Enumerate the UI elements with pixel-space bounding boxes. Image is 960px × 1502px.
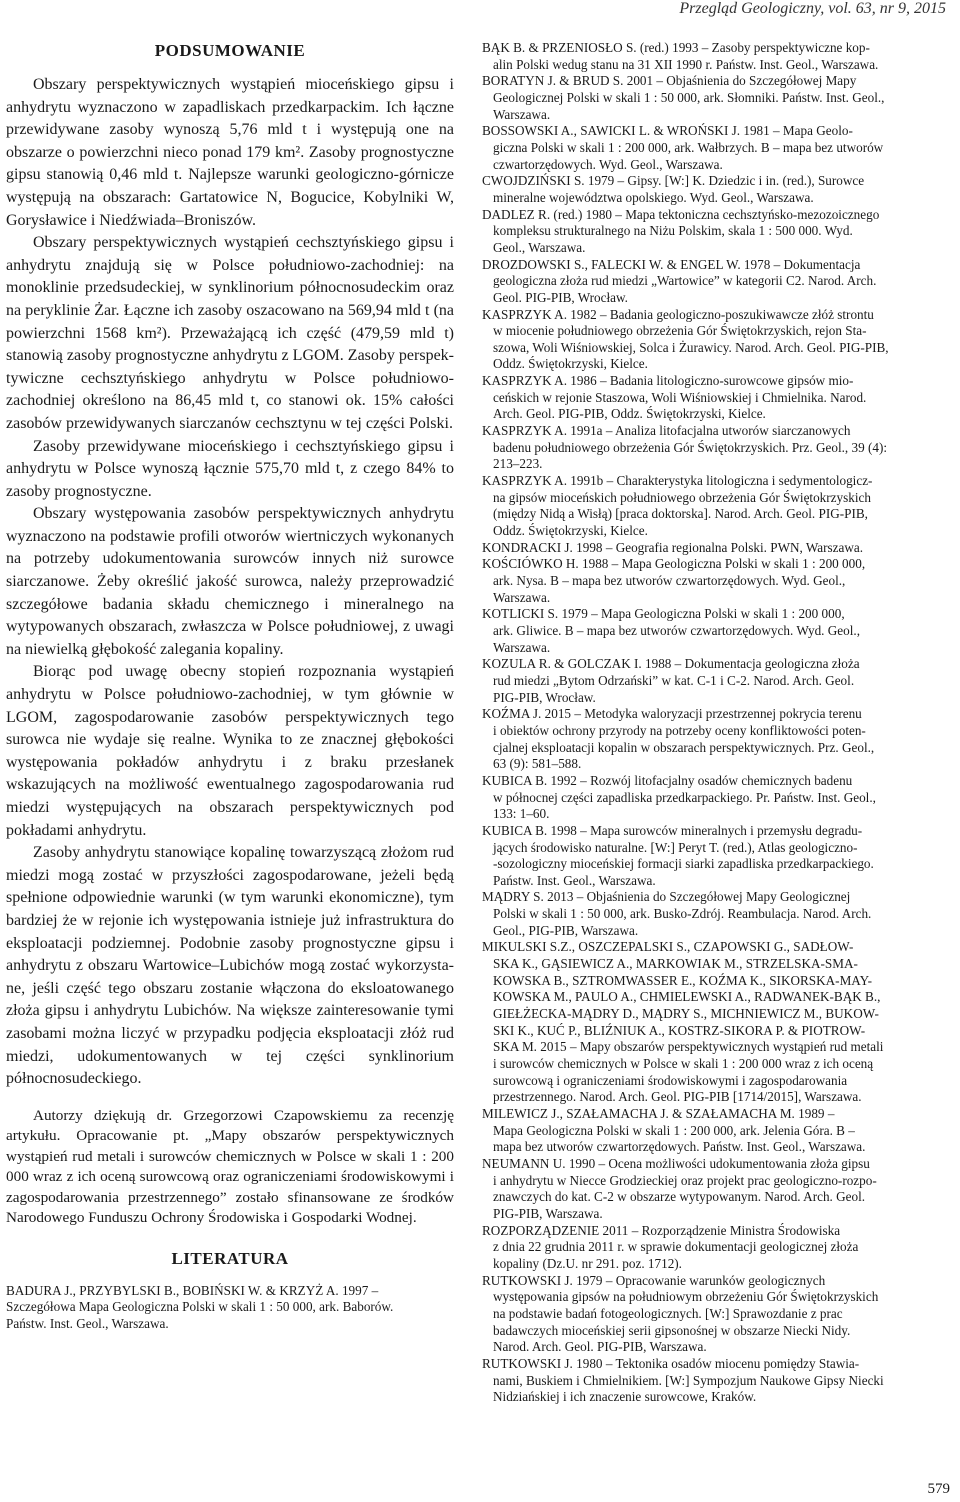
reference-list-right	[482, 40, 952, 1406]
reference-line: cjalnej eksploatacji kopalin w obszarach perspektywicznych. Prz. Geol.,	[493, 739, 875, 755]
reference-line: i surowców chemicznych w Polsce w skali 1 : 200 000 wraz z ich oceną	[493, 1056, 874, 1072]
reference-entry	[482, 423, 952, 473]
reference-entry	[482, 473, 952, 540]
page-number: 579	[927, 1481, 950, 1497]
reference-entry	[482, 1106, 952, 1156]
summary-paragraph: Obszary perspektywicznych wystąpień cechsztyńskiego gipsu i anhydrytu znajdują się w Polsce południowo-zachodniej: na monoklinie przedsudeckiej, w synklinorium północnosudeckim oraz na peryklinie Żar. Łączne ich zasoby oszacowano na 569,94 mld t (na powierzchni 1568 km²). Przeważającą ich część (479,59 mld t) stanowią zasoby prognostyczne anhydrytu z LGOM. Zasoby perspektywiczne cechsztyńskiego anhydrytu w Polsce południowo-zachodniej określono na 86,45 mld t, co stanowi ok. 15% całości zasobów przewidywanych siarczanów cechsztynu w tej części Polski.	[6, 234, 454, 432]
reference-line: RUTKOWSKI J. 1980 – Tektonika osadów miocenu pomiędzy Stawia-	[482, 1355, 860, 1371]
summary-paragraph: Obszary perspektywicznych wystąpień mioceńskiego gipsu i anhydrytu wyznaczono w zapadliskach przedkarpackim. Ich łączne przewidywane zasoby wynoszą 5,76 mld t i występują one na obszarze o powierzchni nieco ponad 179 km². Zasoby prognostyczne gipsu stanowią 0,46 mld t. Najlepsze warunki geologiczno-górnicze występują na obszarach: Gartatowice N, Bogucice, Kobylniki W, Gorysławice i Niedźwiada–Broniszów.	[6, 76, 454, 229]
reference-line: -sozologiczny mioceńskiej formacji siarki zapadliska przedkarpackiego.	[493, 856, 874, 872]
reference-line: KUBICA B. 1992 – Rozwój litofacjalny osadów chemicznych badenu	[482, 772, 853, 788]
reference-line: KASPRZYK A. 1986 – Badania litologiczno-surowcowe gipsów mio-	[482, 373, 854, 389]
literature-title: LITERATURA	[171, 1248, 289, 1268]
reference-entry	[482, 556, 952, 606]
reference-line: BADURA J., PRZYBYLSKI B., BOBIŃSKI W. & KRZYŻ A. 1997 –	[6, 1282, 379, 1298]
reference-line: mineralne województwa opolskiego. Wyd. Geol., Warszawa.	[493, 189, 814, 205]
reference-line: ark. Nysa. B – mapa bez utworów czwartorzędowych. Wyd. Geol.,	[493, 573, 846, 588]
reference-entry	[482, 373, 952, 423]
reference-entry	[482, 1356, 952, 1406]
reference-line: PIG-PIB, Warszawa.	[493, 1205, 603, 1221]
reference-entry	[482, 173, 952, 206]
reference-line: SKA K., GĄSIEWICZ A., MARKOWIAK M., STRZELSKA-SMA-	[493, 956, 858, 972]
reference-entry	[482, 706, 952, 773]
reference-line: przestrzennego. Narod. Arch. Geol. PIG-PIB [1714/2015], Warszawa.	[493, 1089, 862, 1105]
reference-entry	[482, 540, 952, 557]
reference-line: Nidziańskiej i ich znaczenie surowcowe, Kraków.	[493, 1389, 757, 1405]
reference-entry	[482, 73, 952, 123]
reference-line: Narod. Arch. Geol. PIG-PIB, Warszawa.	[493, 1339, 707, 1355]
reference-entry	[482, 889, 952, 939]
right-column	[482, 40, 952, 1406]
reference-line: znawczych do kat. C-2 w obszarze wytypowanym. Narod. Arch. Geol.	[493, 1189, 866, 1205]
reference-line: Oddz. Świętokrzyski, Kielce.	[493, 523, 648, 539]
reference-line: rud miedzi „Bytom Odrzański” w kat. C-1 i C-2. Narod. Arch. Geol.	[493, 672, 855, 688]
reference-line: Szczegółowa Mapa Geologiczna Polski w skali 1 : 50 000, ark. Baborów.	[6, 1299, 394, 1315]
reference-line: SKA M. 2015 – Mapy obszarów perspektywicznych wystąpień rud metali	[493, 1039, 884, 1055]
reference-line: KOTLICKI S. 1979 – Mapa Geologiczna Polski w skali 1 : 200 000,	[482, 606, 845, 622]
reference-line: PIG-PIB, Wrocław.	[493, 689, 596, 705]
reference-line: Warszawa.	[493, 639, 551, 655]
reference-line: z dnia 22 grudnia 2011 r. w sprawie dokumentacji geologicznej złoża	[493, 1239, 859, 1255]
reference-entry	[482, 606, 952, 656]
reference-line: Polski w skali 1 : 50 000, ark. Busko-Zdrój. Reambulacja. Narod. Arch.	[493, 906, 872, 922]
reference-line: Warszawa.	[493, 106, 551, 122]
reference-line: GIEŁŻECKA-MĄDRY D., MĄDRY S., MICHNIEWICZ M., BUKOW-	[493, 1006, 879, 1022]
reference-line: w północnej części zapadliska przedkarpackiego. Pr. Państw. Inst. Geol.,	[493, 789, 876, 805]
reference-line: ROZPORZĄDZENIE 2011 – Rozporządzenie Ministra Środowiska	[482, 1222, 841, 1238]
reference-line: DADLEZ R. (red.) 1980 – Mapa tektoniczna cechsztyńsko-mezozoicznego	[482, 206, 880, 222]
reference-line: alin Polski wedug stanu na 31 XII 1990 r. Państw. Inst. Geol., Warszawa.	[493, 56, 879, 72]
running-head: Przegląd Geologiczny, vol. 63, nr 9, 2015	[679, 0, 946, 17]
reference-line: NEUMANN U. 1990 – Ocena możliwości udokumentowania złoża gipsu	[482, 1155, 870, 1171]
reference-entry	[482, 823, 952, 890]
reference-line: występowania gipsów na południowym obrzeżeniu Gór Świętokrzyskich	[493, 1289, 879, 1305]
reference-entry	[482, 123, 952, 173]
reference-entry	[482, 773, 952, 823]
reference-entry	[482, 1156, 952, 1223]
reference-entry	[482, 307, 952, 374]
reference-line: kopaliny (Dz.U. nr 291. poz. 1712).	[493, 1255, 682, 1271]
summary-paragraph: Zasoby anhydrytu stanowiące kopalinę towarzyszącą złożom rud miedzi mogą zostać w przyszłości zagospodarowane, jeżeli będą spełnione odpowiednie warunki (w tym warunki ekonomiczne), tym bardziej że w rejonie ich występowania istnieje już infrastruktura do eksploatacji podziemnej. Podobnie zasoby prognostyczne gipsu i anhydrytu z obszaru Wartowice–Lubichów mogą zostać wykorzystane, jeśli część tego obszaru zostanie włączona do eksloatowanego złoża gipsu i anhydrytu Lubichów. Na większe zainteresowanie tymi zasobami można liczyć w przypadku podjęcia eksploatacji złóż rud miedzi, udokumentowanych w tej części synklinorium północnosudeckiego.	[6, 844, 454, 1088]
reference-line: Warszawa.	[493, 589, 551, 605]
reference-entry	[6, 1283, 454, 1333]
reference-line: MĄDRY S. 2013 – Objaśnienia do Szczegółowej Mapy Geologicznej	[482, 889, 851, 905]
reference-line: KOWSKA M., PAULO A., CHMIELEWSKI A., RADWANEK-BĄK B.,	[493, 989, 881, 1005]
reference-entry	[482, 939, 952, 1106]
reference-line: 63 (9): 581–588.	[493, 756, 582, 772]
reference-line: CWOJDZIŃSKI S. 1979 – Gipsy. [W:] K. Dziedzic i in. (red.), Surowce	[482, 173, 865, 189]
reference-line: Państw. Inst. Geol., Warszawa.	[6, 1316, 169, 1332]
reference-line: KASPRZYK A. 1991a – Analiza litofacjalna utworów siarczanowych	[482, 423, 851, 439]
reference-entry	[482, 656, 952, 706]
reference-line: jących środowisko naturalne. [W:] Peryt T. (red.), Atlas geologiczno-	[493, 839, 858, 855]
reference-entry	[482, 1223, 952, 1273]
reference-line: MILEWICZ J., SZAŁAMACHA J. & SZAŁAMACHA M. 1989 –	[482, 1106, 835, 1121]
reference-line: Geol. PIG-PIB, Wrocław.	[493, 289, 628, 305]
reference-line: badawczych mioceńskiej serii gipsonośnej w obszarze Niecki Nidy.	[493, 1322, 851, 1338]
reference-line: mapa bez utworów czwartorzędowych. Państw. Inst. Geol., Warszawa.	[493, 1139, 866, 1155]
reference-line: Oddz. Świętokrzyski, Kielce.	[493, 356, 648, 372]
reference-line: KASPRZYK A. 1982 – Badania geologiczno-poszukiwawcze złóż strontu	[482, 306, 874, 322]
reference-line: na gipsów mioceńskich południowego obrzeżenia Gór Świętokrzyskich	[493, 489, 871, 505]
reference-line: DROZDOWSKI S., FALECKI W. & ENGEL W. 1978 – Dokumentacja	[482, 256, 861, 272]
reference-line: KOŚCIÓWKO H. 1988 – Mapa Geologiczna Polski w skali 1 : 200 000,	[482, 556, 866, 572]
reference-line: Państw. Inst. Geol., Warszawa.	[493, 872, 656, 888]
reference-line: MIKULSKI S.Z., OSZCZEPALSKI S., CZAPOWSKI G., SADŁOW-	[482, 939, 854, 955]
reference-line: i anhydrytu w Niecce Grodzieckiej oraz projekt prac geologiczno-rozpo-	[493, 1172, 877, 1188]
reference-line: surowcową i ograniczeniami środowiskowymi i zagospodarowania	[493, 1072, 848, 1088]
reference-line: 133: 1–60.	[493, 806, 550, 822]
summary-paragraph: Zasoby przewidywane mioceńskiego i cechsztyńskiego gipsu i anhydrytu w Polsce wynoszą łącznie 575,70 mld t, z czego 84% to zasoby prognostyczne.	[6, 437, 454, 500]
reference-line: KOWSKA B., SZTROMWASSER E., KOŹMA K., SIKORSKA-MAY-	[493, 972, 873, 988]
reference-entry	[482, 257, 952, 307]
reference-line: KASPRZYK A. 1991b – Charakterystyka litologiczna i sedymentologicz-	[482, 473, 873, 489]
reference-line: KOZULA R. & GOLCZAK I. 1988 – Dokumentacja geologiczna złoża	[482, 656, 860, 672]
reference-entry	[482, 207, 952, 257]
reference-line: geologiczna złoża rud miedzi „Wartowice” w kategorii C2. Narod. Arch.	[493, 273, 877, 289]
reference-line: Geol., PIG-PIB, Warszawa.	[493, 922, 639, 938]
reference-line: (między Nidą a Wisłą) [praca doktorska]. Narod. Arch. Geol. PIG-PIB,	[493, 506, 868, 522]
reference-line: KUBICA B. 1998 – Mapa surowców mineralnych i przemysłu degradu-	[482, 822, 863, 838]
reference-line: badenu południowego obrzeżenia Gór Świętokrzyskich. Prz. Geol., 39 (4):	[493, 439, 888, 455]
reference-line: nami, Buskiem i Chmielnikiem. [W:] Sympozjum Naukowe Gipsy Niecki	[493, 1372, 884, 1388]
reference-line: i obiektów ochrony przyrody na potrzeby oceny konfliktowości poten-	[493, 722, 866, 738]
reference-line: SKI K., KUĆ P., BLIŹNIUK A., KOSTRZ-SIKORA P. & PIOTROW-	[493, 1022, 866, 1038]
reference-line: BORATYN J. & BRUD S. 2001 – Objaśnienia do Szczegółowej Mapy	[482, 73, 857, 89]
reference-line: kompleksu strukturalnego na Niżu Polskim, skala 1 : 500 000. Wyd.	[493, 223, 853, 239]
summary-paragraph: Obszary występowania zasobów perspektywicznych anhydrytu wyznaczono na podstawie profili otworów wiertniczych wykonanych na potrzeby udokumentowania surowców innych niż surowce siarczanowe. Żeby określić jakość surowca, należy przeprowadzić szczegółowe badania składu chemicznego i mineralnego na wytypowanych obszarach, zwłaszcza w Polsce południowej, z uwagi na niewielką głębokość zalegania kopaliny.	[6, 505, 454, 658]
reference-entry	[482, 1273, 952, 1356]
reference-line: KONDRACKI J. 1998 – Geografia regionalna Polski. PWN, Warszawa.	[482, 539, 864, 555]
reference-line: giczna Polski w skali 1 : 200 000, ark. Wałbrzych. B – mapa bez utworów	[493, 139, 884, 155]
reference-line: BĄK B. & PRZENIOSŁO S. (red.) 1993 – Zasoby perspektywiczne kop-	[482, 40, 870, 55]
reference-list-left	[6, 1283, 454, 1333]
reference-line: Arch. Geol. PIG-PIB, Oddz. Świętokrzyski, Kielce.	[493, 406, 766, 422]
reference-line: szowa, Woli Wiśniowskiej, Solca i Żurawicy. Narod. Arch. Geol. PIG-PIB,	[493, 339, 889, 355]
reference-line: Geologicznej Polski w skali 1 : 50 000, ark. Słomniki. Państw. Inst. Geol.,	[493, 89, 885, 105]
reference-line: Geol., Warszawa.	[493, 239, 586, 255]
reference-line: BOSSOWSKI A., SAWICKI L. & WROŃSKI J. 1981 – Mapa Geolo-	[482, 123, 853, 139]
reference-entry	[482, 40, 952, 73]
reference-line: w miocenie południowego obrzeżenia Gór Świętokrzyskich, rejon Sta-	[493, 323, 867, 339]
reference-line: ceńskich w rejonie Staszowa, Woli Wiśniowskiej i Chmielnika. Narod.	[493, 389, 867, 405]
left-column	[6, 38, 454, 1333]
acknowledgement: Autorzy dziękują dr. Grzegorzowi Czapowskiemu za recenzję artykułu. Opracowanie pt. „Mapy obszarów perspektywicznych wystąpień rud metali i surowców chemicznych w Polsce w skali 1 : 200 000 wraz z ich oceną surowcową oraz ograniczeniami środowiskowymi i zagospodarowania przestrzennego” zostało sfinansowane ze środków Narodowego Funduszu Ochrony Środowiska i Gospodarki Wodnej.	[6, 1106, 454, 1227]
summary-title: PODSUMOWANIE	[154, 41, 306, 60]
reference-line: KOŹMA J. 2015 – Metodyka waloryzacji przestrzennej pokrycia terenu	[482, 706, 862, 722]
reference-line: Mapa Geologiczna Polski w skali 1 : 200 000, ark. Jelenia Góra. B –	[493, 1122, 855, 1138]
reference-line: czwartorzędowych. Wyd. Geol., Warszawa.	[493, 156, 723, 172]
reference-line: RUTKOWSKI J. 1979 – Opracowanie warunków geologicznych	[482, 1272, 826, 1288]
reference-line: 213–223.	[493, 456, 543, 472]
reference-line: na podstawie badań fotogeologicznych. [W:] Sprawozdanie z prac	[493, 1305, 843, 1321]
reference-line: ark. Gliwice. B – mapa bez utworów czwartorzędowych. Wyd. Geol.,	[493, 622, 860, 638]
summary-paragraph: Biorąc pod uwagę obecny stopień rozpoznania wystąpień anhydrytu w Polsce południowo-zachodniej, w tym głównie w LGOM, zagospodarowanie zasobów perspektywicznych tego surowca nie wydaje się realne. Wynika to ze znacznej głębokości występowania pokładów anhydrytu i z braku przesłanek wskazujących na możliwość ewentualnego zagospodarowania rud miedzi występujących na obszarach perspektywicznych pod pokładami anhydrytu.	[6, 663, 454, 839]
